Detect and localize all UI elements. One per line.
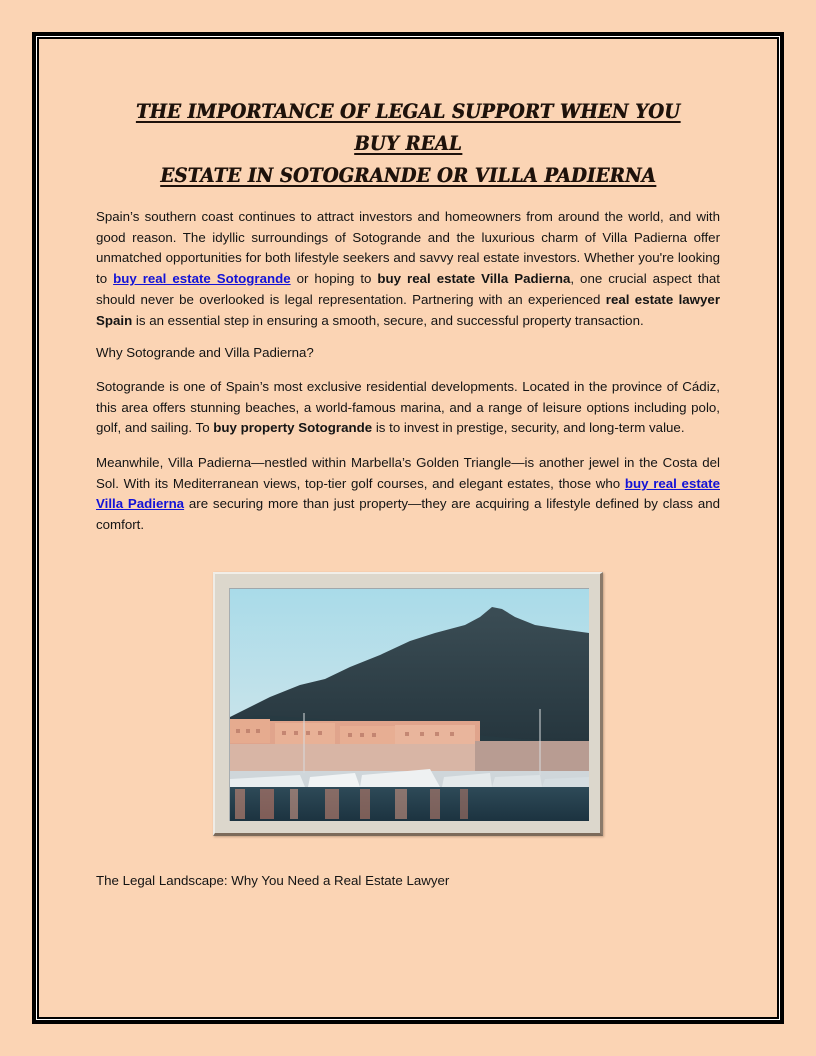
villa-padierna-paragraph bbox=[96, 453, 720, 536]
title-line-2: ESTATE IN SOTOGRANDE OR VILLA PADIERNA bbox=[160, 164, 656, 187]
intro-paragraph bbox=[96, 207, 720, 331]
link-buy-real-estate-villa-padierna[interactable]: buy real estate Villa Padierna bbox=[96, 475, 720, 512]
document-title bbox=[118, 96, 698, 192]
intro-text-4: is an essential step in ensuring a smooth, secure, and successful property transaction. bbox=[132, 312, 644, 328]
intro-text-3: , one crucial aspect that should never be overlooked is legal representation. Partnering with an experienced bbox=[96, 271, 720, 307]
bold-buy-real-estate-villa-padierna: buy real estate Villa Padierna bbox=[377, 271, 571, 287]
section-heading-why: Why Sotogrande and Villa Padierna? bbox=[96, 345, 314, 360]
photo-frame bbox=[213, 572, 603, 836]
bold-real-estate-lawyer-spain: real estate lawyer Spain bbox=[96, 291, 720, 328]
sotogrande-text-2: is to invest in prestige, security, and long-term value. bbox=[372, 420, 685, 436]
bold-buy-property-sotogrande: buy property Sotogrande bbox=[213, 420, 373, 436]
intro-text-2: or hoping to bbox=[290, 271, 378, 287]
intro-text-1: Spain’s southern coast continues to attract investors and homeowners from around the world, and with good reason. The idyllic surroundings of Sotogrande and the luxurious charm of Villa Padierna offer unmatched opportunities for both lifestyle seekers and savvy real estate investors. Whether you're looking to bbox=[96, 209, 720, 287]
sotogrande-paragraph bbox=[96, 377, 720, 439]
villa-padierna-text-1: Meanwhile, Villa Padierna—nestled within Marbella’s Golden Triangle—is another jewel in the Costa del Sol. With its Mediterranean views, top-tier golf courses, and elegant estates, those who bbox=[96, 455, 720, 491]
marina-mountain-photo bbox=[229, 588, 589, 821]
sotogrande-text-1: Sotogrande is one of Spain’s most exclusive residential developments. Located in the province of Cádiz, this area offers stunning beaches, a world-famous marina, and a range of leisure options including polo, golf, and sailing. To bbox=[96, 379, 720, 436]
villa-padierna-text-2: are securing more than just property—they are acquiring a lifestyle defined by class and comfort. bbox=[96, 496, 721, 533]
title-line-1: THE IMPORTANCE OF LEGAL SUPPORT WHEN YOU BUY REAL bbox=[135, 100, 681, 155]
section-heading-legal-landscape: The Legal Landscape: Why You Need a Real Estate Lawyer bbox=[96, 873, 450, 888]
link-buy-real-estate-sotogrande[interactable]: buy real estate Sotogrande bbox=[113, 271, 291, 287]
